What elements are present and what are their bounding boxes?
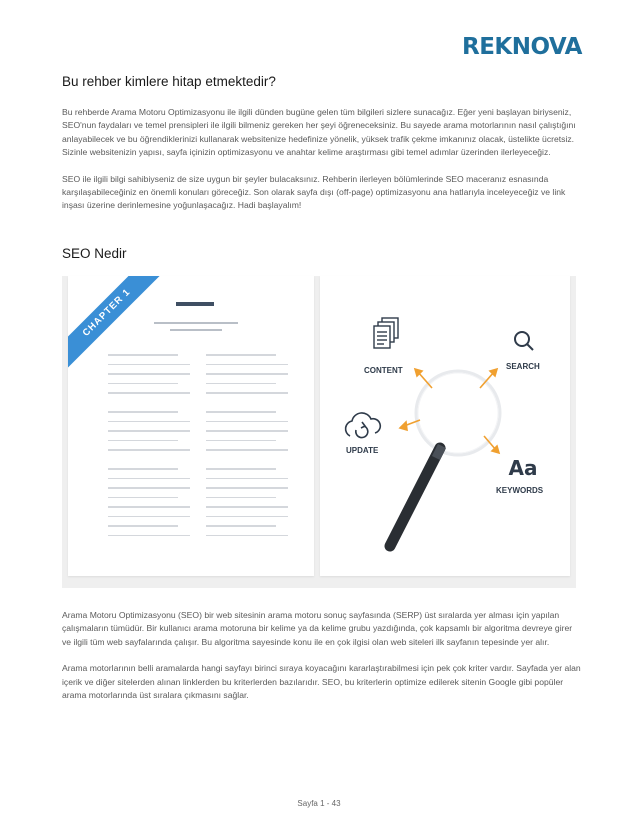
placeholder-text-line [206,392,288,394]
search-icon [515,332,533,350]
font-icon [509,456,538,480]
keywords-label: KEYWORDS [496,486,544,495]
placeholder-text-line [108,516,190,518]
placeholder-text-line [108,383,178,385]
section-heading-seo: SEO Nedir [62,246,127,261]
placeholder-text-line [206,478,288,480]
left-page [68,276,314,576]
placeholder-text-line [206,468,276,470]
placeholder-text-line [108,478,190,480]
keywords-glyph: Aa [508,456,538,480]
placeholder-text-line [108,430,190,432]
paragraph: Arama Motoru Optimizasyonu (SEO) bir web sitesinin arama motoru sonuç sayfasında (SERP) üst sıralarda yer alması için yapılan çalışmaların tümüdür. Bir kullanıcı arama motoruna bir kelime ya da kelime grubu yazdığında, çok kapsamlı bir algoritma devreye girer ve ilgili tüm web sayfalarında çalışır. Bu algoritma sayesinde konu ile en çok ilgisi olan web siteleri ilk sayfanın tepesinde yer alır. [62,610,573,647]
placeholder-text-line [108,440,178,442]
placeholder-text-line [206,364,288,366]
content-label: CONTENT [364,366,403,375]
placeholder-text-line [206,506,288,508]
cloud-refresh-icon [346,413,381,438]
placeholder-text-line [206,354,276,356]
placeholder-text-line [206,535,288,537]
seo-diagram [320,276,570,576]
seo-definition-text [62,609,582,702]
book-illustration [62,276,576,588]
page-number: Sayfa 1 - 43 [297,799,341,808]
paragraph: Arama motorlarının belli aramalarda hangi sayfayı birinci sıraya koyacağını kararlaştırabilmesi için pek çok kriter vardır. Sayfada yer alan içerik ve diğer sitelerden alınan linklerden bu kriterlerden bazılarıdır. SEO, bu kriterlerin optimize edilerek sitenin Google gibi popüler arama motorlarında üst sıralara çıkmasını sağlar. [62,663,581,701]
placeholder-text-line [108,487,190,489]
placeholder-text-line [206,430,288,432]
placeholder-text-line [108,468,178,470]
subtitle-bar [154,322,238,324]
right-page [320,276,570,576]
placeholder-text-line [108,421,190,423]
placeholder-text-line [108,535,190,537]
placeholder-text-line [108,373,190,375]
magnifying-glass-icon [390,371,500,546]
placeholder-text-line [206,516,288,518]
brand-logo: REKNOVA [462,34,582,60]
placeholder-text-line [206,449,288,451]
placeholder-text-line [206,525,276,527]
placeholder-text-line [206,497,276,499]
placeholder-text-line [108,497,178,499]
section-heading-audience: Bu rehber kimlere hitap etmektedir? [62,74,276,89]
placeholder-text-line [108,525,178,527]
placeholder-text-line [108,449,190,451]
placeholder-text-line [206,487,288,489]
placeholder-text-line [206,383,276,385]
subtitle-bar [170,329,222,331]
document-stack-icon [374,318,398,348]
placeholder-text-line [206,373,288,375]
placeholder-text-line [108,506,190,508]
placeholder-text-line [108,364,190,366]
chapter-ribbon: CHAPTER 1 [68,276,168,374]
placeholder-text-line [108,354,178,356]
placeholder-text-line [206,440,276,442]
paragraph: Bu rehberde Arama Motoru Optimizasyonu ile ilgili dünden bugüne gelen tüm bilgileri sizlere sunacağız. Eğer yeni başlayan biriyseniz, SEO'nun faydaları ve temel prensipleri ile ilgili bilmeniz gereken her şeyi öğreneceksiniz. Bu sayede arama motorlarının nasıl çalıştığını anlayabilecek ve bu öğrendiklerinizi kullanarak websitenize hedefinize yönelik, yüksek trafik çekme imkanınız olacak, üstelikte ücretsiz. Sizinle websitenizin yapısı, sayfa içinizin optimizasyonu ve anahtar kelime araştırması gibi temel adımlar üzerinden ilerleyeceğiz. [62,107,576,158]
update-label: UPDATE [346,446,379,455]
paragraph: SEO ile ilgili bilgi sahibiyseniz de size uygun bir şeyler bulacaksınız. Rehberin ilerleyen bölümlerinde SEO maceranız esnasında karşılaşabileceğiniz en önemli konuları göreceğiz. Son olarak sayfa dışı (off-page) optimizasyonu ana hatlarıyla inceleyeceğiz ve link inşası üzerine derinlemesine yoğunlaşacağız. Hadi başlayalım! [62,173,566,211]
placeholder-text-line [206,411,276,413]
search-label: SEARCH [506,362,540,371]
audience-text [62,106,582,213]
placeholder-text-line [108,392,190,394]
placeholder-text-line [206,421,288,423]
title-bar [176,302,214,306]
placeholder-text-line [108,411,178,413]
